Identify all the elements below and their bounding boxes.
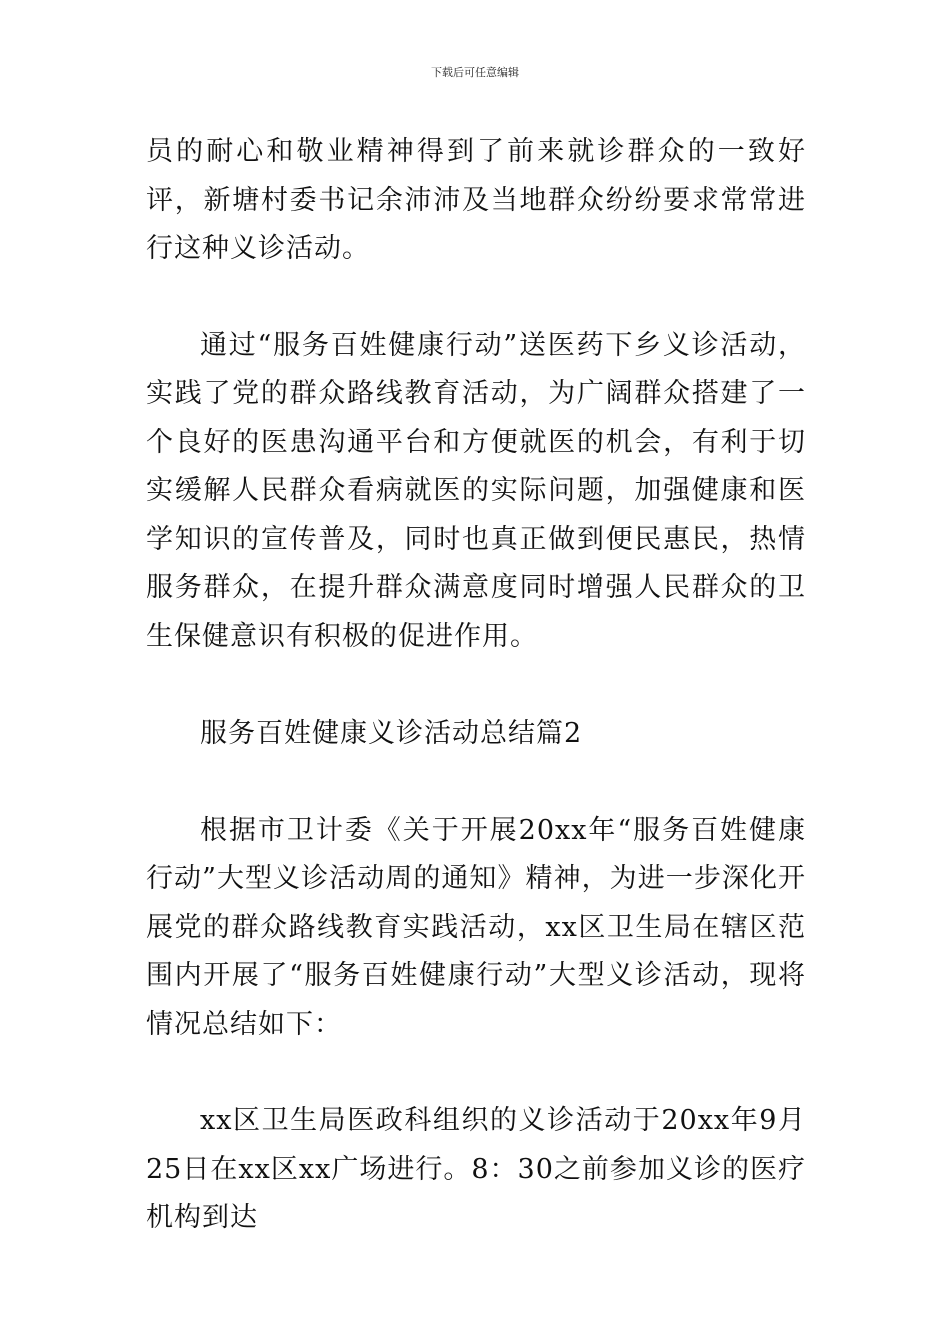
paragraph-event-details: xx区卫生局医政科组织的义诊活动于20xx年9月25日在xx区xx广场进行。8：30之前参加义诊的医疗机构到达 <box>146 1105 806 1233</box>
document-body <box>146 128 806 1243</box>
section-heading: 服务百姓健康义诊活动总结篇2 <box>200 718 583 749</box>
paragraph-continuation: 员的耐心和敬业精神得到了前来就诊群众的一致好评，新塘村委书记余沛沛及当地群众纷纷要求常常进行这种义诊活动。 <box>146 136 806 264</box>
paragraph-summary: 通过“服务百姓健康行动”送医药下乡义诊活动，实践了党的群众路线教育活动，为广阔群众搭建了一个良好的医患沟通平台和方便就医的机会，有利于切实缓解人民群众看病就医的实际问题，加强健康和医学知识的宣传普及，同时也真正做到便民惠民，热情服务群众，在提升群众满意度同时增强人民群众的卫生保健意识有积极的促进作用。 <box>146 329 806 652</box>
paragraph-intro: 根据市卫计委《关于开展20xx年“服务百姓健康行动”大型义诊活动周的通知》精神，为进一步深化开展党的群众路线教育实践活动，xx区卫生局在辖区范围内开展了“服务百姓健康行动”大型义诊活动，现将情况总结如下： <box>146 814 806 1040</box>
page-header: 下载后可任意编辑 <box>431 66 519 79</box>
